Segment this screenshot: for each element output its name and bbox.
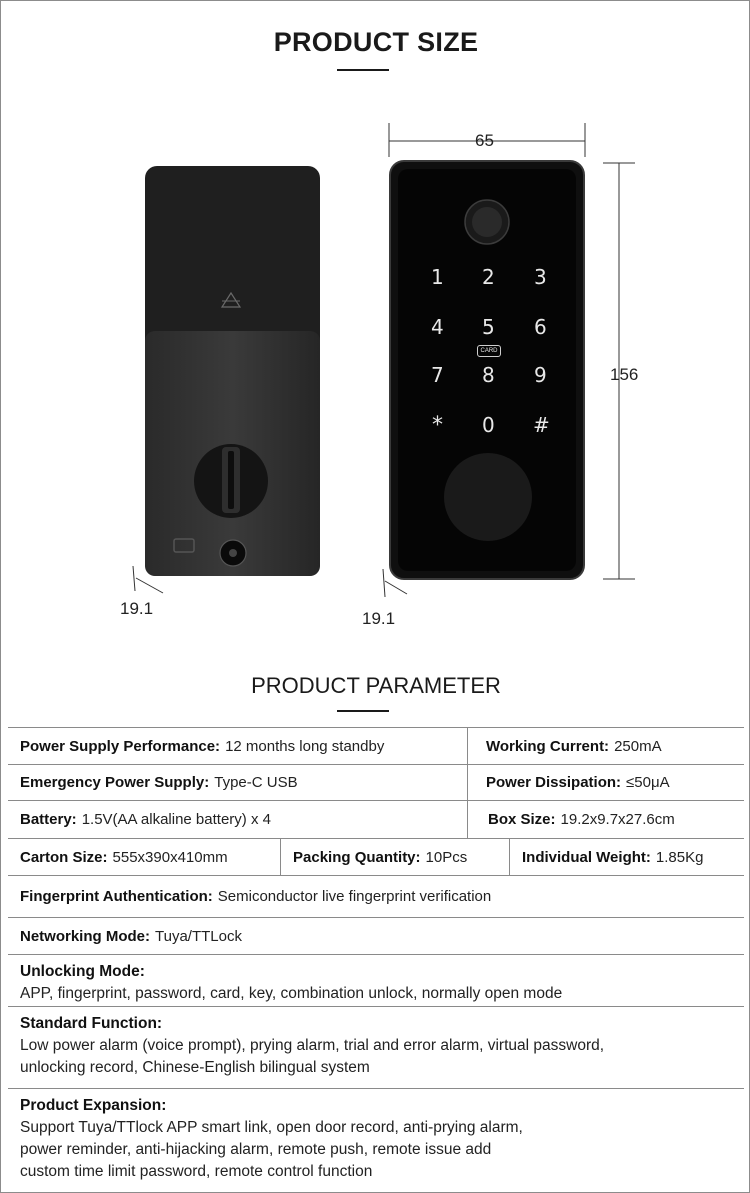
param-value: 1.85Kg <box>655 848 704 866</box>
param-label: Standard Function: <box>20 1015 163 1032</box>
lock-front-unit-image <box>371 119 651 629</box>
param-value: 1.5V(AA alkaline battery) x 4 <box>81 811 271 828</box>
keypad-key: 6 <box>534 315 547 339</box>
param-label: Carton Size: <box>20 848 108 866</box>
param-value: 10Pcs <box>425 848 468 866</box>
param-label: Individual Weight: <box>522 848 651 866</box>
param-power-dissipation <box>468 765 744 800</box>
lock-back-unit-image <box>131 161 331 621</box>
param-label: Networking Mode: <box>20 927 150 945</box>
param-label: Product Expansion: <box>20 1097 167 1114</box>
param-power-supply <box>8 728 468 764</box>
keypad-card-label: CARD <box>477 345 501 357</box>
keypad-key: 8 <box>482 363 495 387</box>
param-label: Box Size: <box>488 811 556 828</box>
param-fingerprint <box>8 876 744 917</box>
param-value-line: custom time limit password, remote control function <box>20 1163 373 1180</box>
keypad-key: 1 <box>431 265 444 289</box>
product-size-title: PRODUCT SIZE <box>273 27 479 57</box>
table-row <box>8 918 744 955</box>
height-label: 156 <box>610 365 639 384</box>
param-value: 555x390x410mm <box>112 848 228 866</box>
table-row <box>8 1089 744 1189</box>
keypad-key: 4 <box>431 315 444 339</box>
depth-label-back: 19.1 <box>120 599 154 618</box>
param-value-line: Low power alarm (voice prompt), prying alarm, trial and error alarm, virtual password, <box>20 1037 605 1054</box>
table-row <box>8 1007 744 1089</box>
param-unlocking <box>8 955 744 1006</box>
param-value-line: unlocking record, Chinese-English bilingual system <box>20 1059 370 1076</box>
param-label: Emergency Power Supply: <box>20 774 210 791</box>
keypad-key: # <box>533 413 550 437</box>
param-networking <box>8 918 744 954</box>
param-value: ≤50μA <box>626 774 670 791</box>
param-emergency-power <box>8 765 468 800</box>
param-value: Semiconductor live fingerprint verification <box>217 888 492 905</box>
keypad-key: 2 <box>482 265 495 289</box>
param-value: 250mA <box>614 737 662 755</box>
param-value: Type-C USB <box>214 774 298 791</box>
product-parameter-title: PRODUCT PARAMETER <box>251 673 501 698</box>
param-label: Unlocking Mode: <box>20 963 145 980</box>
param-label: Battery: <box>20 811 77 828</box>
table-row <box>8 839 744 876</box>
param-value: 12 months long standby <box>225 737 385 755</box>
param-packing-quantity <box>281 839 510 875</box>
table-row <box>8 876 744 918</box>
param-value-line: power reminder, anti-hijacking alarm, remote push, remote issue add <box>20 1141 492 1158</box>
keypad-key: 7 <box>431 363 444 387</box>
param-box-size <box>468 801 744 838</box>
keypad-key: * <box>432 413 443 438</box>
param-value: APP, fingerprint, password, card, key, combination unlock, normally open mode <box>20 985 563 1002</box>
table-row <box>8 801 744 839</box>
parameter-table <box>8 727 744 1189</box>
param-individual-weight <box>510 839 744 875</box>
table-row <box>8 728 744 765</box>
keypad-key: 9 <box>534 363 547 387</box>
title-underline <box>337 69 389 71</box>
param-product-expansion <box>8 1089 744 1189</box>
param-label: Power Supply Performance: <box>20 737 221 755</box>
title-underline <box>337 710 389 712</box>
param-battery <box>8 801 468 838</box>
keypad-key: 5 <box>482 315 495 339</box>
param-value-line: Support Tuya/TTlock APP smart link, open door record, anti-prying alarm, <box>20 1119 523 1136</box>
keypad-key: 3 <box>534 265 547 289</box>
param-working-current <box>468 728 744 764</box>
param-carton-size <box>8 839 281 875</box>
param-label: Power Dissipation: <box>486 774 622 791</box>
param-value: 19.2x9.7x27.6cm <box>560 811 675 828</box>
param-label: Packing Quantity: <box>293 848 421 866</box>
width-label: 65 <box>475 131 494 150</box>
depth-label-front: 19.1 <box>362 609 396 628</box>
table-row <box>8 955 744 1007</box>
param-label: Working Current: <box>486 737 610 755</box>
param-value: Tuya/TTLock <box>155 927 242 945</box>
param-standard-function <box>8 1007 744 1088</box>
table-row <box>8 765 744 801</box>
param-label: Fingerprint Authentication: <box>20 888 213 905</box>
keypad-key: 0 <box>482 413 495 437</box>
